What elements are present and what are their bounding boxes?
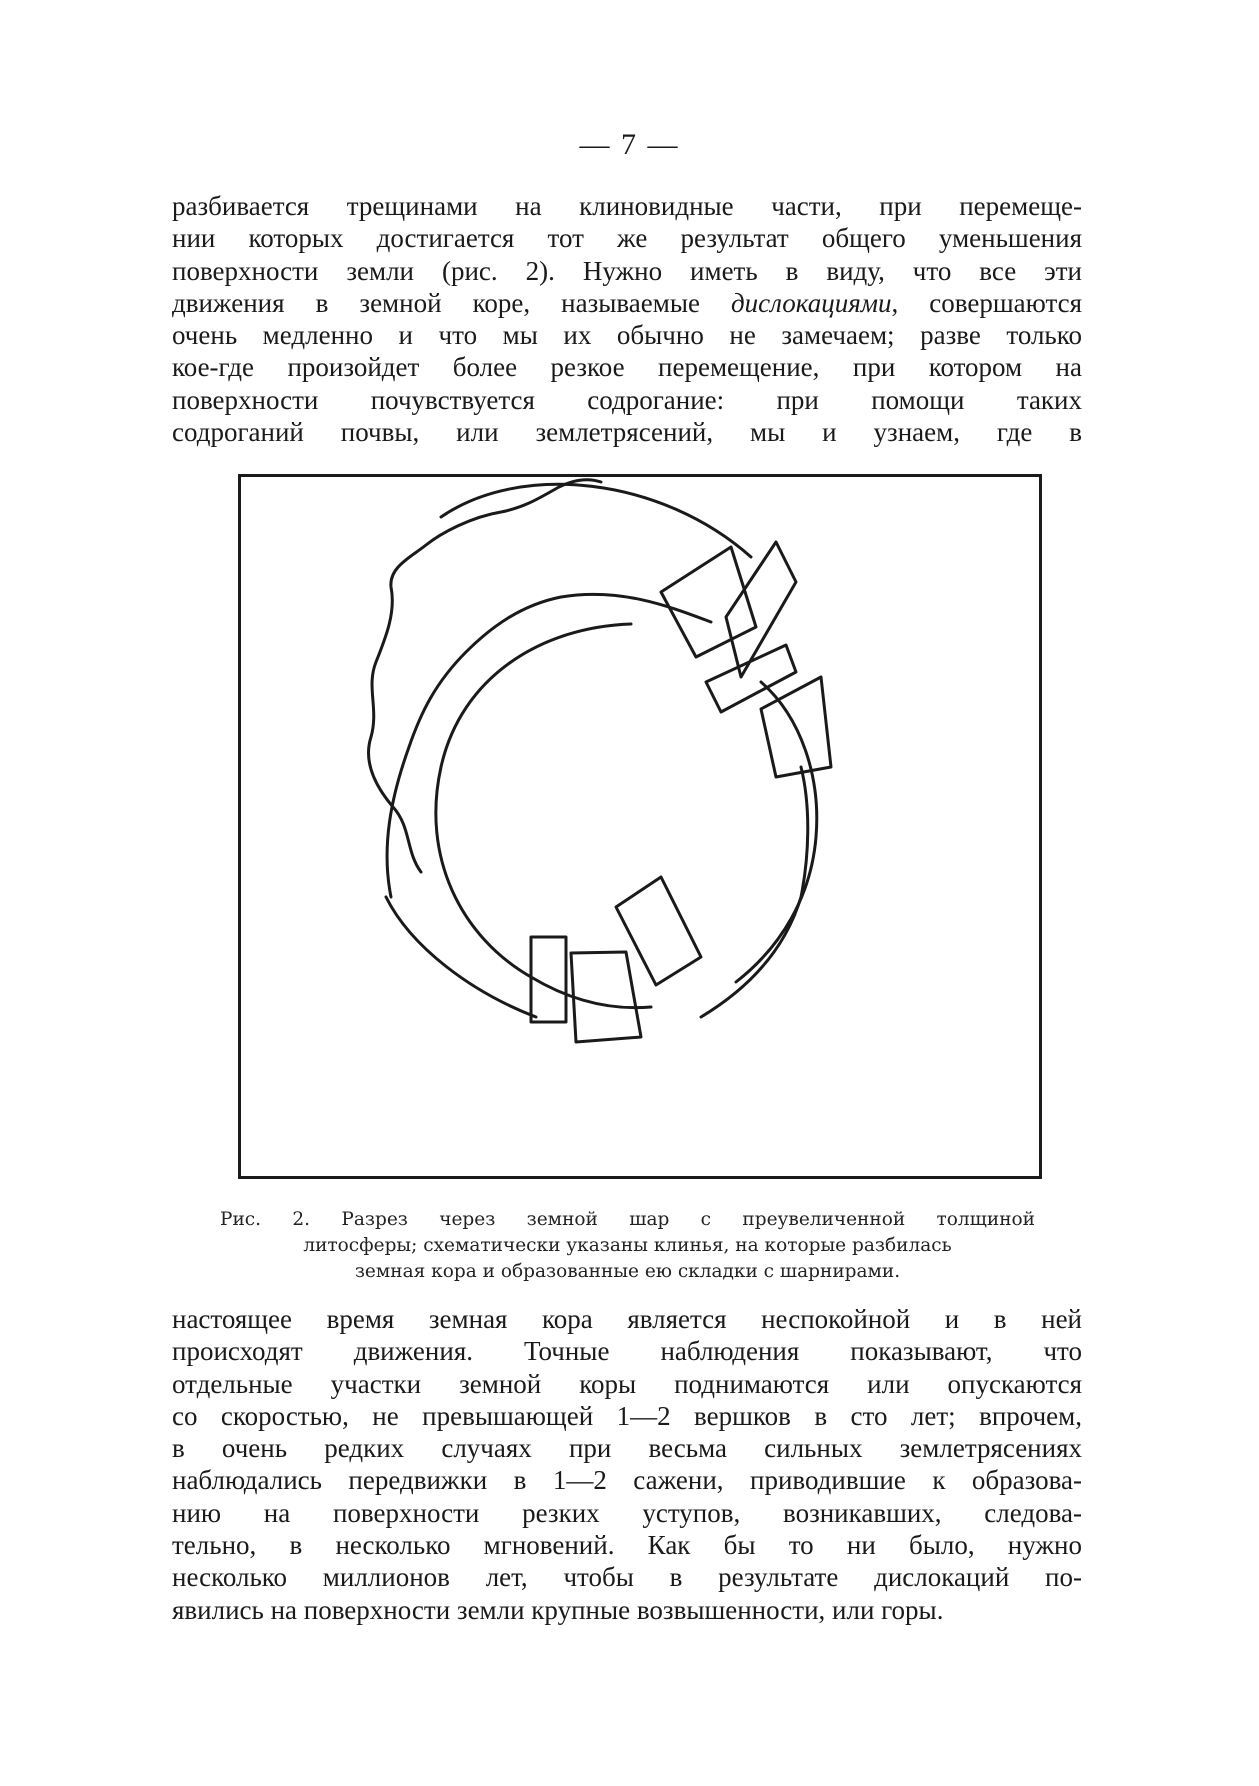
text-block-top — [172, 190, 1082, 448]
earth-cross-section-diagram — [241, 477, 1039, 1176]
text-line: настоящее время земная кора является неспокойной и в ней — [172, 1304, 1082, 1334]
text-line: разбивается трещинами на клиновидные части, при перемеще- — [172, 191, 1082, 221]
text-line: кое-где произойдет более резкое перемещение, при котором на — [172, 352, 1082, 383]
wedge-block-3 — [706, 645, 796, 712]
text-line: со скоростью, не превышающей 1—2 вершков в сто лет; впрочем, — [172, 1400, 1082, 1431]
text-line: поверхности земли (рис. 2). Нужно иметь в виду, что все эти — [172, 255, 1082, 286]
wedge-block-7 — [571, 952, 641, 1042]
text-line: отдельные участки земной коры поднимаются или опускаются — [172, 1368, 1082, 1399]
text-block-bottom — [172, 1303, 1082, 1626]
text-line: тельно, в несколько мгновений. Как бы то ни было, нужно — [172, 1530, 1082, 1561]
text-line: происходят движения. Точные наблюдения показывают, что — [172, 1336, 1082, 1367]
outer-wavy-line — [369, 480, 601, 872]
text-line: явились на поверхности земли крупные возвышенности, или горы. — [172, 1594, 944, 1625]
text-line-start: движения в земной коре, называемые — [172, 287, 732, 318]
text-line-end: , совершаются — [891, 287, 1082, 318]
outer-arc-bottom-left — [386, 897, 536, 1017]
italic-term: дислокациями — [731, 287, 892, 318]
outer-arc-right — [701, 767, 808, 1017]
text-line: очень медленно и что мы их обычно не замечаем; разве только — [172, 320, 1082, 351]
text-line: содроганий почвы, или землетрясений, мы и узнаем, где в — [172, 417, 1082, 448]
text-line: несколько миллионов лет, чтобы в результате дислокаций по- — [172, 1562, 1082, 1593]
figure-frame — [238, 474, 1042, 1179]
text-line: нии которых достигается тот же результат общего уменьшения — [172, 223, 1082, 254]
wedge-block-1 — [661, 547, 756, 657]
text-line: нию на поверхности резких уступов, возникавших, следова- — [172, 1497, 1082, 1528]
caption-line: Рис. 2. Разрез через земной шар с преувеличенной толщиной — [220, 1209, 1035, 1230]
page-number: — 7 — — [579, 128, 680, 161]
inner-circle-right — [736, 682, 817, 982]
text-line — [172, 287, 1082, 319]
text-line: поверхности почувствуется содрогание: при помощи таких — [172, 384, 1082, 415]
caption-line: земная кора и образованные ею складки с шарнирами. — [354, 1261, 901, 1282]
outer-arc-top — [441, 484, 751, 557]
text-line: в очень редких случаях при весьма сильных землетрясениях — [172, 1433, 1082, 1464]
inner-circle — [436, 624, 651, 1008]
caption-line: литосферы; схематически указаны клинья, на которые разбилась — [303, 1235, 952, 1256]
text-line: наблюдались передвижки в 1—2 сажени, приводившие к образова- — [172, 1465, 1082, 1496]
figure-caption — [220, 1207, 1035, 1285]
